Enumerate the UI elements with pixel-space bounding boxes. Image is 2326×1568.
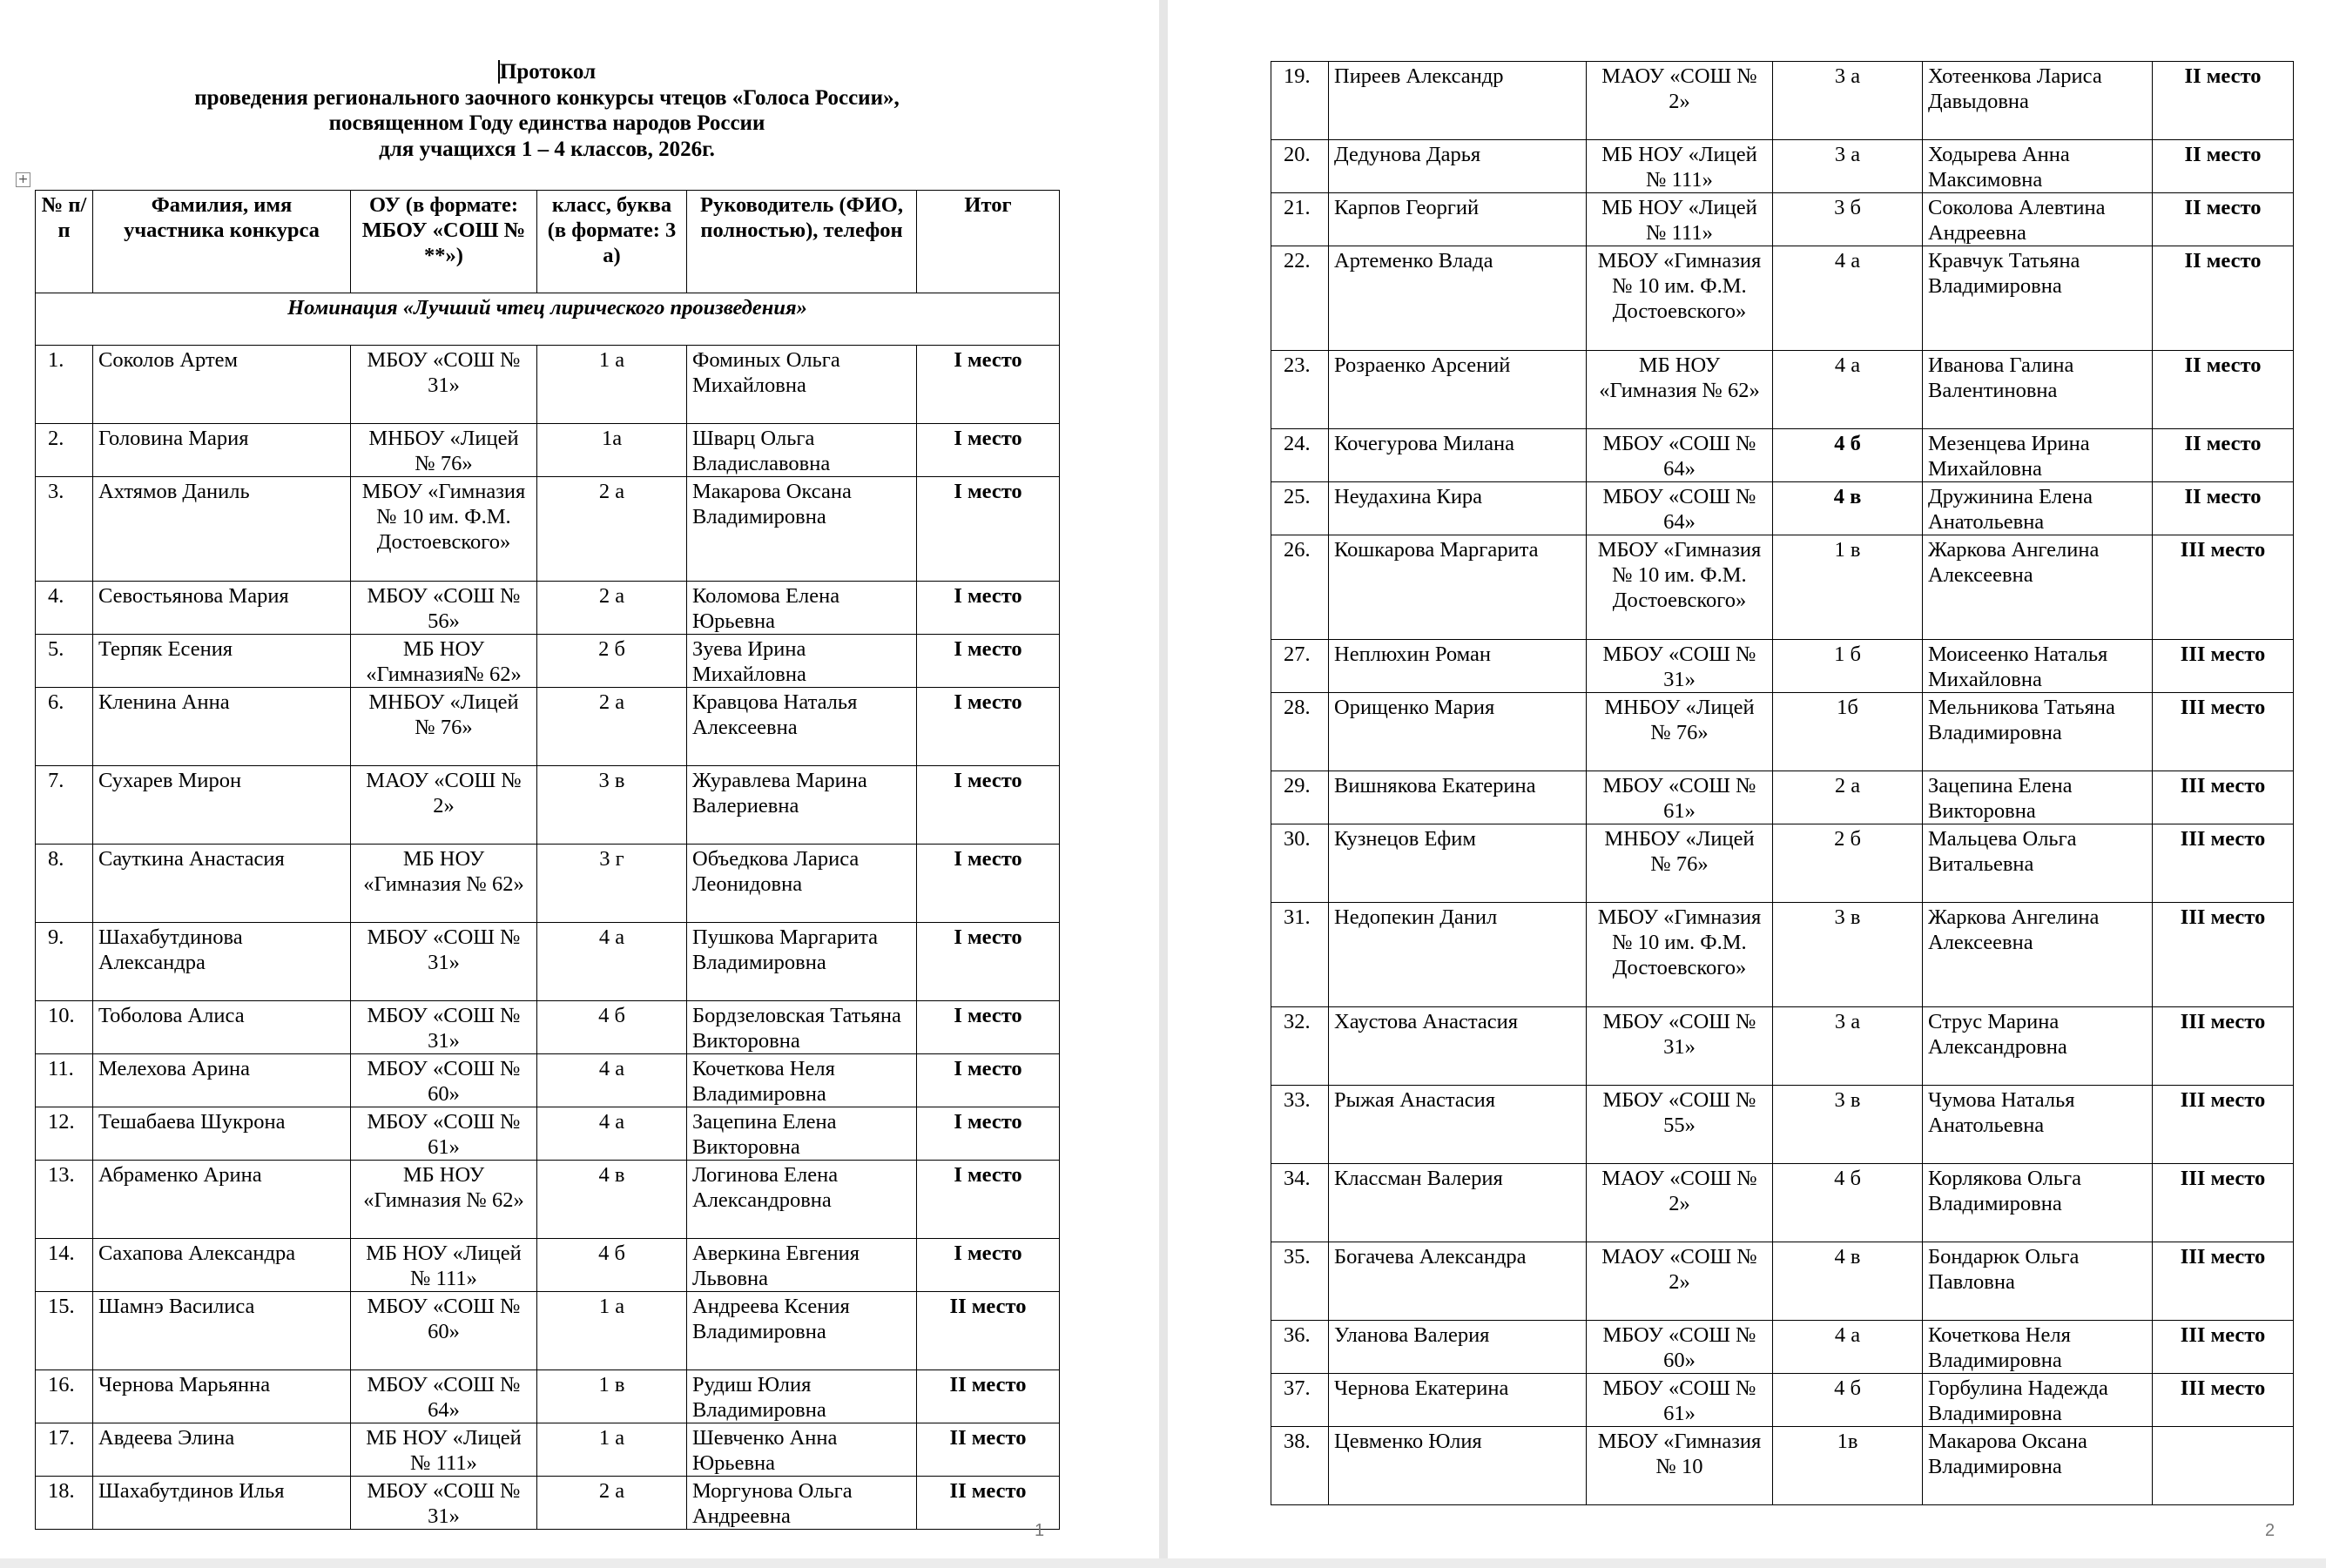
cell-school: МАОУ «СОШ № 2» — [1587, 1164, 1773, 1242]
cell-school: МБ НОУ «Лицей № 111» — [1587, 140, 1773, 193]
cell-school: МБ НОУ «Лицей № 111» — [351, 1423, 537, 1477]
cell-participant-name: Сухарев Мирон — [93, 766, 351, 845]
cell-leader: Зацепина Елена Викторовна — [1923, 771, 2153, 824]
cell-grade: 3 в — [537, 766, 687, 845]
cell-school: МАОУ «СОШ № 2» — [351, 766, 537, 845]
table-row — [1271, 62, 2294, 140]
cell-num: 1. — [36, 346, 93, 424]
table-row — [1271, 351, 2294, 429]
cell-num: 25. — [1271, 482, 1329, 535]
cell-num: 11. — [36, 1054, 93, 1107]
page-number-1: 1 — [1035, 1521, 1045, 1540]
table-row — [1271, 903, 2294, 1007]
cell-grade: 3 г — [537, 845, 687, 923]
cell-participant-name: Шахабутдинов Илья — [93, 1477, 351, 1530]
cell-result: I место — [917, 1161, 1060, 1239]
cell-leader: Кравцова Наталья Алексеевна — [687, 688, 917, 766]
cell-leader: Фоминых Ольга Михайловна — [687, 346, 917, 424]
nomination-title: Номинация «Лучший чтец лирического произведения» — [36, 293, 1060, 346]
cell-result: I место — [917, 346, 1060, 424]
cell-grade: 4 а — [537, 923, 687, 1001]
cell-grade: 3 б — [1773, 193, 1923, 246]
cell-school: МБ НОУ «Гимназия № 62» — [351, 1161, 537, 1239]
table-row — [36, 1107, 1060, 1161]
title-line-1: Протокол — [499, 60, 597, 84]
cell-participant-name: Пиреев Александр — [1329, 62, 1587, 140]
cell-school: МБ НОУ «Гимназия№ 62» — [351, 635, 537, 688]
cell-result: I место — [917, 477, 1060, 582]
cell-school: МБОУ «СОШ № 31» — [1587, 640, 1773, 693]
cell-leader: Корлякова Ольга Владимировна — [1923, 1164, 2153, 1242]
cell-result: II место — [2153, 482, 2294, 535]
cell-num: 22. — [1271, 246, 1329, 351]
cell-leader: Иванова Галина Валентиновна — [1923, 351, 2153, 429]
cell-grade: 1 а — [537, 346, 687, 424]
cell-result: III место — [2153, 1321, 2294, 1374]
cell-num: 17. — [36, 1423, 93, 1477]
cell-participant-name: Чернова Марьянна — [93, 1370, 351, 1423]
cell-participant-name: Чернова Екатерина — [1329, 1374, 1587, 1427]
cell-participant-name: Кленина Анна — [93, 688, 351, 766]
cell-leader: Шевченко Анна Юрьевна — [687, 1423, 917, 1477]
cell-num: 24. — [1271, 429, 1329, 482]
cell-num: 27. — [1271, 640, 1329, 693]
cell-grade: 4 а — [1773, 246, 1923, 351]
cell-grade: 4 в — [537, 1161, 687, 1239]
cell-leader: Чумова Наталья Анатольевна — [1923, 1086, 2153, 1164]
header-grade: класс, буква (в формате: 3 а) — [537, 191, 687, 293]
page-number-2: 2 — [2265, 1521, 2275, 1540]
header-result: Итог — [917, 191, 1060, 293]
cell-leader: Макарова Оксана Владимировна — [1923, 1427, 2153, 1505]
cell-leader: Соколова Алевтина Андреевна — [1923, 193, 2153, 246]
cell-school: МБОУ «Гимназия № 10 им. Ф.М. Достоевского» — [1587, 246, 1773, 351]
cell-participant-name: Севостьянова Мария — [93, 582, 351, 635]
cell-school: МБОУ «СОШ № 64» — [1587, 429, 1773, 482]
cell-num: 8. — [36, 845, 93, 923]
cell-num: 16. — [36, 1370, 93, 1423]
table-row — [1271, 140, 2294, 193]
cell-school: МБОУ «СОШ № 31» — [1587, 1007, 1773, 1086]
cell-num: 3. — [36, 477, 93, 582]
cell-school: МБ НОУ «Лицей № 111» — [1587, 193, 1773, 246]
cell-result: I место — [917, 635, 1060, 688]
table-header-row — [36, 191, 1060, 293]
cell-num: 10. — [36, 1001, 93, 1054]
table-row — [36, 688, 1060, 766]
cell-result: II место — [2153, 246, 2294, 351]
cell-grade: 3 а — [1773, 1007, 1923, 1086]
cell-participant-name: Сауткина Анастасия — [93, 845, 351, 923]
table-row — [1271, 693, 2294, 771]
table-row — [1271, 640, 2294, 693]
cell-participant-name: Тешабаева Шукрона — [93, 1107, 351, 1161]
title-line-4: для учащихся 1 – 4 классов, 2026г. — [379, 137, 715, 161]
cell-school: МБОУ «СОШ № 55» — [1587, 1086, 1773, 1164]
cell-leader: Мезенцева Ирина Михайловна — [1923, 429, 2153, 482]
cell-result: I место — [917, 766, 1060, 845]
results-table-page-2 — [1271, 61, 2294, 1505]
cell-num: 37. — [1271, 1374, 1329, 1427]
header-leader: Руководитель (ФИО, полностью), телефон — [687, 191, 917, 293]
cell-leader: Мальцева Ольга Витальевна — [1923, 824, 2153, 903]
table-row — [1271, 1427, 2294, 1505]
cell-school: МБОУ «СОШ № 60» — [1587, 1321, 1773, 1374]
cell-result: I место — [917, 845, 1060, 923]
cell-result: II место — [917, 1423, 1060, 1477]
view-bottom-edge — [0, 1558, 2326, 1568]
cell-school: МБОУ «СОШ № 60» — [351, 1292, 537, 1370]
table-move-handle-icon[interactable]: + — [16, 172, 30, 187]
cell-school: МБОУ «СОШ № 31» — [351, 1477, 537, 1530]
table-row — [1271, 824, 2294, 903]
cell-grade: 4 а — [537, 1107, 687, 1161]
cell-leader: Жаркова Ангелина Алексеевна — [1923, 535, 2153, 640]
cell-participant-name: Вишнякова Екатерина — [1329, 771, 1587, 824]
cell-grade: 2 б — [537, 635, 687, 688]
table-row — [36, 1239, 1060, 1292]
cell-leader: Рудиш Юлия Владимировна — [687, 1370, 917, 1423]
cell-leader: Мельникова Татьяна Владимировна — [1923, 693, 2153, 771]
title-line-3: посвященном Году единства народов России — [328, 111, 765, 135]
cell-participant-name: Дедунова Дарья — [1329, 140, 1587, 193]
cell-participant-name: Неудахина Кира — [1329, 482, 1587, 535]
table-row — [1271, 246, 2294, 351]
cell-school: МНБОУ «Лицей № 76» — [351, 688, 537, 766]
cell-grade: 2 а — [1773, 771, 1923, 824]
cell-num: 7. — [36, 766, 93, 845]
cell-grade: 2 б — [1773, 824, 1923, 903]
cell-school: МБОУ «СОШ № 60» — [351, 1054, 537, 1107]
table-row — [1271, 535, 2294, 640]
table-row — [36, 1292, 1060, 1370]
table-row — [1271, 482, 2294, 535]
cell-grade: 1 а — [537, 1423, 687, 1477]
cell-result: III место — [2153, 1007, 2294, 1086]
cell-num: 15. — [36, 1292, 93, 1370]
cell-leader: Ходырева Анна Максимовна — [1923, 140, 2153, 193]
cell-participant-name: Шахабутдинова Александра — [93, 923, 351, 1001]
table-row — [1271, 1007, 2294, 1086]
cell-leader: Андреева Ксения Владимировна — [687, 1292, 917, 1370]
cell-school: МНБОУ «Лицей № 76» — [1587, 824, 1773, 903]
cell-grade: 1а — [537, 424, 687, 477]
cell-result: III место — [2153, 1086, 2294, 1164]
cell-num: 36. — [1271, 1321, 1329, 1374]
cell-leader: Логинова Елена Александровна — [687, 1161, 917, 1239]
cell-leader: Моисеенко Наталья Михайловна — [1923, 640, 2153, 693]
table-row — [1271, 771, 2294, 824]
cell-school: МБОУ «Гимназия № 10 им. Ф.М. Достоевского» — [1587, 903, 1773, 1007]
cell-school: МАОУ «СОШ № 2» — [1587, 62, 1773, 140]
cell-leader: Дружинина Елена Анатольевна — [1923, 482, 2153, 535]
header-name: Фамилия, имя участника конкурса — [93, 191, 351, 293]
title-line-2: проведения регионального заочного конкурсы чтецов «Голоса России», — [194, 85, 900, 110]
cell-result: I место — [917, 923, 1060, 1001]
cell-leader: Кравчук Татьяна Владимировна — [1923, 246, 2153, 351]
cell-grade: 4 в — [1773, 1242, 1923, 1321]
cell-leader: Зуева Ирина Михайловна — [687, 635, 917, 688]
cell-school: МБОУ «СОШ № 64» — [1587, 482, 1773, 535]
cell-participant-name: Рыжая Анастасия — [1329, 1086, 1587, 1164]
cell-num: 29. — [1271, 771, 1329, 824]
cell-participant-name: Кошкарова Маргарита — [1329, 535, 1587, 640]
cell-leader: Бондарюк Ольга Павловна — [1923, 1242, 2153, 1321]
table-row — [36, 845, 1060, 923]
cell-result: III место — [2153, 693, 2294, 771]
cell-participant-name: Артеменко Влада — [1329, 246, 1587, 351]
cell-participant-name: Цевменко Юлия — [1329, 1427, 1587, 1505]
cell-participant-name: Недопекин Данил — [1329, 903, 1587, 1007]
cell-school: МБОУ «Гимназия № 10 им. Ф.М. Достоевского» — [1587, 535, 1773, 640]
cell-result: III место — [2153, 1242, 2294, 1321]
cell-result: II место — [917, 1292, 1060, 1370]
cell-grade: 4 а — [1773, 351, 1923, 429]
cell-grade: 1б — [1773, 693, 1923, 771]
cell-school: МБ НОУ «Гимназия № 62» — [351, 845, 537, 923]
cell-grade: 4 в — [1773, 482, 1923, 535]
cell-participant-name: Хаустова Анастасия — [1329, 1007, 1587, 1086]
cell-school: МБОУ «СОШ № 56» — [351, 582, 537, 635]
cell-participant-name: Мелехова Арина — [93, 1054, 351, 1107]
cell-participant-name: Соколов Артем — [93, 346, 351, 424]
cell-leader: Струс Марина Александровна — [1923, 1007, 2153, 1086]
cell-leader: Макарова Оксана Владимировна — [687, 477, 917, 582]
cell-school: МБОУ «СОШ № 64» — [351, 1370, 537, 1423]
cell-leader: Хотеенкова Лариса Давыдовна — [1923, 62, 2153, 140]
table-row — [36, 1054, 1060, 1107]
cell-grade: 1в — [1773, 1427, 1923, 1505]
cell-participant-name: Классман Валерия — [1329, 1164, 1587, 1242]
cell-grade: 1 б — [1773, 640, 1923, 693]
table-row — [1271, 1242, 2294, 1321]
cell-grade: 1 а — [537, 1292, 687, 1370]
cell-grade: 4 б — [1773, 1374, 1923, 1427]
cell-num: 34. — [1271, 1164, 1329, 1242]
table-row — [36, 1001, 1060, 1054]
cell-participant-name: Уланова Валерия — [1329, 1321, 1587, 1374]
cell-result: II место — [2153, 429, 2294, 482]
cell-result: I место — [917, 1054, 1060, 1107]
cell-num: 2. — [36, 424, 93, 477]
cell-participant-name: Розраенко Арсений — [1329, 351, 1587, 429]
cell-leader: Кочеткова Неля Владимировна — [687, 1054, 917, 1107]
cell-num: 32. — [1271, 1007, 1329, 1086]
cell-num: 38. — [1271, 1427, 1329, 1505]
table-row — [1271, 1374, 2294, 1427]
cell-result: I место — [917, 688, 1060, 766]
cell-grade: 4 б — [1773, 429, 1923, 482]
cell-leader: Жаркова Ангелина Алексеевна — [1923, 903, 2153, 1007]
table-row — [36, 1370, 1060, 1423]
cell-grade: 3 в — [1773, 1086, 1923, 1164]
cell-leader: Объедкова Лариса Леонидовна — [687, 845, 917, 923]
table-row — [36, 923, 1060, 1001]
cell-num: 4. — [36, 582, 93, 635]
cell-num: 20. — [1271, 140, 1329, 193]
cell-leader: Пушкова Маргарита Владимировна — [687, 923, 917, 1001]
cell-result — [2153, 1427, 2294, 1505]
cell-grade: 4 б — [537, 1001, 687, 1054]
cell-leader: Горбулина Надежда Владимировна — [1923, 1374, 2153, 1427]
cell-school: МАОУ «СОШ № 2» — [1587, 1242, 1773, 1321]
cell-school: МБОУ «Гимназия № 10 им. Ф.М. Достоевского» — [351, 477, 537, 582]
cell-leader: Моргунова Ольга Андреевна — [687, 1477, 917, 1530]
cell-num: 18. — [36, 1477, 93, 1530]
cell-participant-name: Абраменко Арина — [93, 1161, 351, 1239]
table-row — [36, 477, 1060, 582]
cell-grade: 2 а — [537, 582, 687, 635]
cell-school: МБОУ «СОШ № 31» — [351, 346, 537, 424]
cell-result: I место — [917, 424, 1060, 477]
cell-grade: 4 б — [537, 1239, 687, 1292]
cell-grade: 4 а — [537, 1054, 687, 1107]
cell-participant-name: Тоболова Алиса — [93, 1001, 351, 1054]
cell-num: 23. — [1271, 351, 1329, 429]
document-title — [35, 59, 1059, 162]
cell-grade: 1 в — [537, 1370, 687, 1423]
cell-num: 30. — [1271, 824, 1329, 903]
header-school: ОУ (в формате: МБОУ «СОШ № **») — [351, 191, 537, 293]
cell-leader: Шварц Ольга Владиславовна — [687, 424, 917, 477]
cell-school: МБ НОУ «Лицей № 111» — [351, 1239, 537, 1292]
cell-num: 9. — [36, 923, 93, 1001]
cell-grade: 1 в — [1773, 535, 1923, 640]
cell-participant-name: Неплюхин Роман — [1329, 640, 1587, 693]
cell-num: 21. — [1271, 193, 1329, 246]
table-row — [36, 1477, 1060, 1530]
cell-result: III место — [2153, 1164, 2294, 1242]
cell-grade: 2 а — [537, 477, 687, 582]
cell-result: I место — [917, 1001, 1060, 1054]
table-row — [1271, 1086, 2294, 1164]
cell-grade: 2 а — [537, 688, 687, 766]
cell-result: III место — [2153, 535, 2294, 640]
cell-participant-name: Карпов Георгий — [1329, 193, 1587, 246]
table-row — [36, 346, 1060, 424]
cell-num: 13. — [36, 1161, 93, 1239]
cell-result: I место — [917, 1239, 1060, 1292]
cell-result: I место — [917, 582, 1060, 635]
cell-participant-name: Терпяк Есения — [93, 635, 351, 688]
cell-participant-name: Сахапова Александра — [93, 1239, 351, 1292]
cell-result: II место — [2153, 351, 2294, 429]
table-row — [36, 582, 1060, 635]
cell-result: III место — [2153, 771, 2294, 824]
cell-num: 5. — [36, 635, 93, 688]
cell-num: 14. — [36, 1239, 93, 1292]
cell-leader: Аверкина Евгения Львовна — [687, 1239, 917, 1292]
cell-participant-name: Шамнэ Василиса — [93, 1292, 351, 1370]
cell-result: III место — [2153, 903, 2294, 1007]
cell-participant-name: Богачева Александра — [1329, 1242, 1587, 1321]
cell-participant-name: Авдеева Элина — [93, 1423, 351, 1477]
cell-school: МБОУ «Гимназия № 10 — [1587, 1427, 1773, 1505]
cell-result: II место — [2153, 193, 2294, 246]
cell-grade: 2 а — [537, 1477, 687, 1530]
cell-result: II место — [2153, 140, 2294, 193]
table-row — [1271, 193, 2294, 246]
cell-participant-name: Кузнецов Ефим — [1329, 824, 1587, 903]
cell-num: 35. — [1271, 1242, 1329, 1321]
cell-grade: 4 б — [1773, 1164, 1923, 1242]
cell-num: 26. — [1271, 535, 1329, 640]
document-page-1 — [0, 0, 1159, 1558]
cell-grade: 3 а — [1773, 62, 1923, 140]
nomination-row — [36, 293, 1060, 346]
results-table-page-1 — [35, 190, 1060, 1530]
cell-result: III место — [2153, 1374, 2294, 1427]
cell-num: 12. — [36, 1107, 93, 1161]
cell-school: МБОУ «СОШ № 31» — [351, 923, 537, 1001]
cell-school: МБОУ «СОШ № 61» — [351, 1107, 537, 1161]
cell-grade: 4 а — [1773, 1321, 1923, 1374]
cell-num: 33. — [1271, 1086, 1329, 1164]
cell-result: II место — [2153, 62, 2294, 140]
cell-school: МНБОУ «Лицей № 76» — [1587, 693, 1773, 771]
table-row — [36, 766, 1060, 845]
cell-school: МБОУ «СОШ № 31» — [351, 1001, 537, 1054]
cell-leader: Коломова Елена Юрьевна — [687, 582, 917, 635]
cell-grade: 3 в — [1773, 903, 1923, 1007]
cell-participant-name: Орищенко Мария — [1329, 693, 1587, 771]
cell-school: МНБОУ «Лицей № 76» — [351, 424, 537, 477]
cell-result: II место — [917, 1477, 1060, 1530]
cell-school: МБ НОУ «Гимназия № 62» — [1587, 351, 1773, 429]
cell-result: III место — [2153, 640, 2294, 693]
cell-leader: Журавлева Марина Валериевна — [687, 766, 917, 845]
cell-grade: 3 а — [1773, 140, 1923, 193]
cell-num: 6. — [36, 688, 93, 766]
cell-num: 28. — [1271, 693, 1329, 771]
table-row — [36, 1423, 1060, 1477]
table-row — [36, 424, 1060, 477]
cell-leader: Кочеткова Неля Владимировна — [1923, 1321, 2153, 1374]
table-row — [1271, 1164, 2294, 1242]
table-row — [36, 1161, 1060, 1239]
cell-num: 19. — [1271, 62, 1329, 140]
table-row — [1271, 1321, 2294, 1374]
table-row — [1271, 429, 2294, 482]
cell-school: МБОУ «СОШ № 61» — [1587, 1374, 1773, 1427]
table-row — [36, 635, 1060, 688]
header-num: № п/п — [36, 191, 93, 293]
document-page-2 — [1168, 0, 2326, 1558]
cell-result: II место — [917, 1370, 1060, 1423]
cell-num: 31. — [1271, 903, 1329, 1007]
cell-school: МБОУ «СОШ № 61» — [1587, 771, 1773, 824]
cell-leader: Зацепина Елена Викторовна — [687, 1107, 917, 1161]
cell-participant-name: Кочегурова Милана — [1329, 429, 1587, 482]
cell-participant-name: Головина Мария — [93, 424, 351, 477]
cell-result: III место — [2153, 824, 2294, 903]
cell-result: I место — [917, 1107, 1060, 1161]
cell-participant-name: Ахтямов Даниль — [93, 477, 351, 582]
cell-leader: Бордзеловская Татьяна Викторовна — [687, 1001, 917, 1054]
